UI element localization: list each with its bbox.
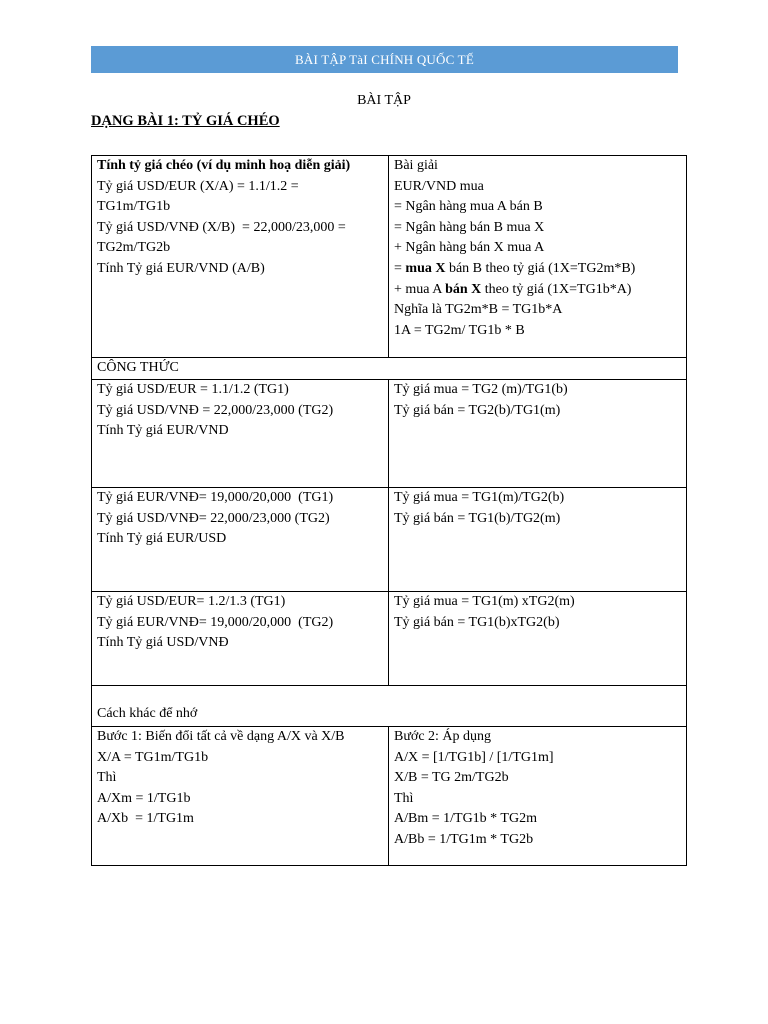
solution-line: [394, 259, 681, 280]
solution-line: = Ngân hàng mua A bán B: [394, 199, 543, 215]
step-line: Thì: [394, 790, 414, 806]
exchange-rate-table: [91, 155, 687, 866]
formula-row: [92, 592, 687, 686]
formula-line: Tỷ giá EUR/VNĐ= 19,000/20,000 (TG2): [97, 614, 334, 630]
formula-row: [92, 380, 687, 488]
formula-line: Tỷ giá bán = TG1(b)/TG2(m): [394, 510, 561, 526]
example-left-cell: [92, 156, 389, 358]
example-line: Tỷ giá USD/EUR (X/A) = 1.1/1.2 =: [97, 178, 299, 194]
step-line: X/A = TG1m/TG1b: [97, 749, 209, 765]
formula-line: Tỷ giá mua = TG1(m)/TG2(b): [394, 490, 565, 505]
formula-row: [92, 488, 687, 592]
solution-line: [394, 280, 681, 301]
alt-header-row: [92, 686, 687, 727]
formula-line: Tỷ giá bán = TG2(b)/TG1(m): [394, 402, 561, 418]
step-line: X/B = TG 2m/TG2b: [394, 770, 509, 786]
solution-line: 1A = TG2m/ TG1b * B: [394, 322, 525, 338]
formula-line: Tỷ giá USD/EUR= 1.2/1.3 (TG1): [97, 594, 286, 609]
formula-line: Tỷ giá mua = TG2 (m)/TG1(b): [394, 382, 568, 397]
bold-fragment: mua X: [405, 260, 446, 276]
solution-cell: [389, 156, 687, 358]
step-line: A/Xm = 1/TG1b: [97, 790, 191, 806]
step-line: A/Xb = 1/TG1m: [97, 811, 194, 827]
formula-given-cell: [92, 488, 389, 592]
formula-line: Tỷ giá USD/EUR = 1.1/1.2 (TG1): [97, 382, 289, 397]
example-line: Tỷ giá USD/VNĐ (X/B) = 22,000/23,000 =: [97, 219, 346, 235]
formula-given-cell: [92, 380, 389, 488]
step-line: A/X = [1/TG1b] / [1/TG1m]: [394, 749, 554, 765]
section-title: DẠNG BÀI 1: TỶ GIÁ CHÉO: [91, 113, 280, 129]
page-title: BÀI TẬP: [357, 93, 411, 108]
formula-line: Tính Tỷ giá USD/VNĐ: [97, 635, 229, 651]
formula-line: Tỷ giá USD/VNĐ= 22,000/23,000 (TG2): [97, 510, 330, 526]
step-line: A/Bm = 1/TG1b * TG2m: [394, 811, 537, 827]
example-heading: Tính tỷ giá chéo (ví dụ minh hoạ diễn giải): [97, 158, 351, 173]
example-row: [92, 156, 687, 358]
formula-line: Tỷ giá EUR/VNĐ= 19,000/20,000 (TG1): [97, 490, 334, 505]
formula-header: CÔNG THỨC: [92, 358, 687, 380]
formula-header-row: [92, 358, 687, 380]
formula-line: Tỷ giá bán = TG1(b)xTG2(b): [394, 614, 560, 630]
solution-line: = Ngân hàng bán B mua X: [394, 219, 545, 235]
step-line: A/Bb = 1/TG1m * TG2b: [394, 831, 534, 847]
formula-line: Tính Tỷ giá EUR/VND: [97, 423, 229, 439]
text-fragment: bán B theo tỷ giá (1X=TG2m*B): [445, 260, 636, 276]
formula-result-cell: [389, 380, 687, 488]
steps-row: [92, 727, 687, 866]
example-line: TG1m/TG1b: [97, 199, 171, 215]
step-line: Bước 2: Áp dụng: [394, 729, 492, 744]
text-fragment: theo tỷ giá (1X=TG1b*A): [481, 281, 632, 297]
formula-line: Tính Tỷ giá EUR/USD: [97, 531, 227, 547]
formula-line: Tỷ giá USD/VNĐ = 22,000/23,000 (TG2): [97, 402, 334, 418]
step-line: Thì: [97, 770, 117, 786]
text-fragment: =: [394, 260, 406, 276]
formula-result-cell: [389, 488, 687, 592]
alt-header: [92, 686, 687, 727]
alt-header-text: Cách khác để nhớ: [97, 706, 198, 722]
solution-line: EUR/VND mua: [394, 178, 484, 194]
formula-given-cell: [92, 592, 389, 686]
bold-fragment: bán X: [445, 281, 482, 297]
formula-line: Tỷ giá mua = TG1(m) xTG2(m): [394, 594, 575, 609]
step1-cell: [92, 727, 389, 866]
solution-line: + Ngân hàng bán X mua A: [394, 240, 545, 256]
formula-result-cell: [389, 592, 687, 686]
text-fragment: + mua A: [394, 281, 446, 297]
document-banner: BÀI TẬP TàI CHÍNH QUỐC TẾ: [91, 46, 678, 73]
solution-line: Bài giải: [394, 158, 438, 173]
solution-line: Nghĩa là TG2m*B = TG1b*A: [394, 302, 563, 318]
step-line: Bước 1: Biến đổi tất cả về dạng A/X và X/B: [97, 729, 345, 744]
example-line: TG2m/TG2b: [97, 240, 171, 256]
example-line: Tính Tỷ giá EUR/VND (A/B): [97, 260, 265, 276]
step2-cell: [389, 727, 687, 866]
